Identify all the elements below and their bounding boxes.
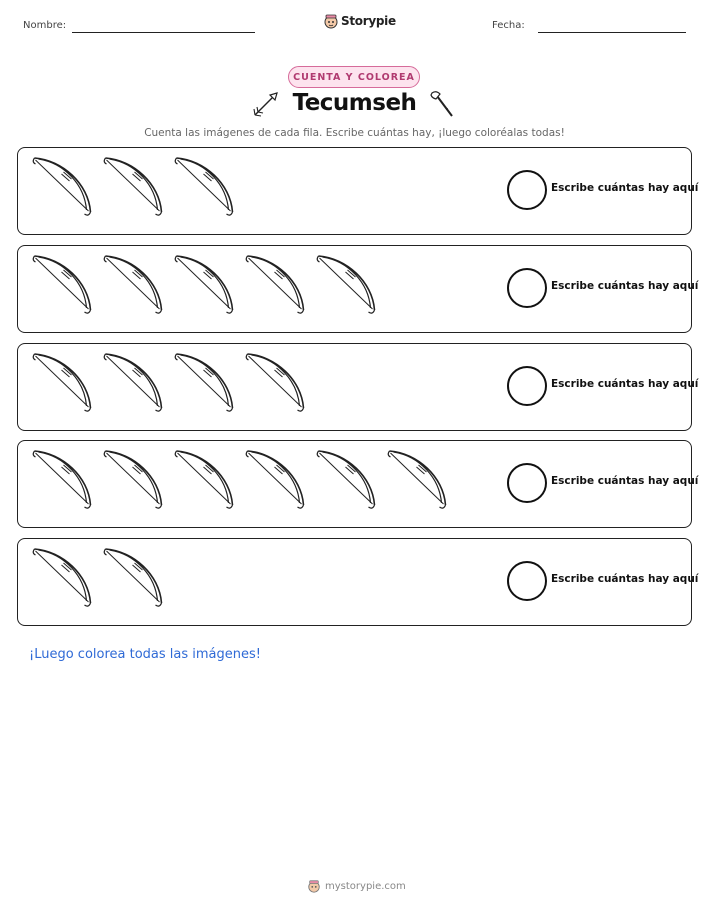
bow-icon: [312, 252, 383, 326]
site-url: mystorypie.com: [325, 880, 406, 892]
name-line[interactable]: [72, 32, 255, 33]
bow-icon: [170, 252, 241, 326]
answer-circle[interactable]: [507, 268, 547, 308]
bow-icon: [99, 154, 170, 228]
answer-label: Escribe cuántas hay aquí: [551, 475, 699, 487]
bow-icon: [312, 447, 383, 521]
activity-badge: CUENTA Y COLOREA: [288, 66, 420, 88]
page-title: Tecumseh: [292, 90, 417, 116]
count-row: [17, 147, 699, 235]
bow-icon: [28, 252, 99, 326]
answer-circle[interactable]: [507, 170, 547, 210]
answer-circle[interactable]: [507, 463, 547, 503]
bow-icon: [99, 447, 170, 521]
answer-label: Escribe cuántas hay aquí: [551, 182, 699, 194]
tomahawk-icon: [427, 89, 457, 119]
answer-circle[interactable]: [507, 366, 547, 406]
count-row: [17, 343, 699, 431]
bow-group: [28, 252, 383, 326]
answer-label: Escribe cuántas hay aquí: [551, 573, 699, 585]
bow-icon: [28, 350, 99, 424]
brand-name: Storypie: [341, 14, 396, 28]
bow-group: [28, 350, 312, 424]
bow-group: [28, 154, 241, 228]
instruction-text: Cuenta las imágenes de cada fila. Escribe cuántas hay, ¡luego coloréalas todas!: [144, 127, 565, 139]
bow-icon: [99, 252, 170, 326]
storypie-mascot-icon: [323, 13, 339, 29]
bow-icon: [241, 447, 312, 521]
count-row: [17, 538, 699, 626]
bow-icon: [28, 154, 99, 228]
date-line[interactable]: [538, 32, 686, 33]
bow-icon: [170, 447, 241, 521]
count-row: [17, 245, 699, 333]
site-footer: [307, 879, 406, 893]
bow-icon: [99, 545, 170, 619]
bow-icon: [99, 350, 170, 424]
bow-icon: [383, 447, 454, 521]
answer-label: Escribe cuántas hay aquí: [551, 280, 699, 292]
bow-icon: [28, 447, 99, 521]
bow-group: [28, 447, 454, 521]
count-row: [17, 440, 699, 528]
name-label: Nombre:: [23, 20, 67, 31]
answer-label: Escribe cuántas hay aquí: [551, 378, 699, 390]
bow-icon: [170, 350, 241, 424]
bow-icon: [28, 545, 99, 619]
brand-logo: [323, 13, 396, 29]
answer-circle[interactable]: [507, 561, 547, 601]
bow-group: [28, 545, 170, 619]
footer-note: ¡Luego colorea todas las imágenes!: [29, 647, 261, 662]
storypie-mascot-icon: [307, 879, 321, 893]
bow-icon: [170, 154, 241, 228]
bow-icon: [241, 252, 312, 326]
date-label: Fecha:: [492, 20, 525, 31]
bow-icon: [241, 350, 312, 424]
